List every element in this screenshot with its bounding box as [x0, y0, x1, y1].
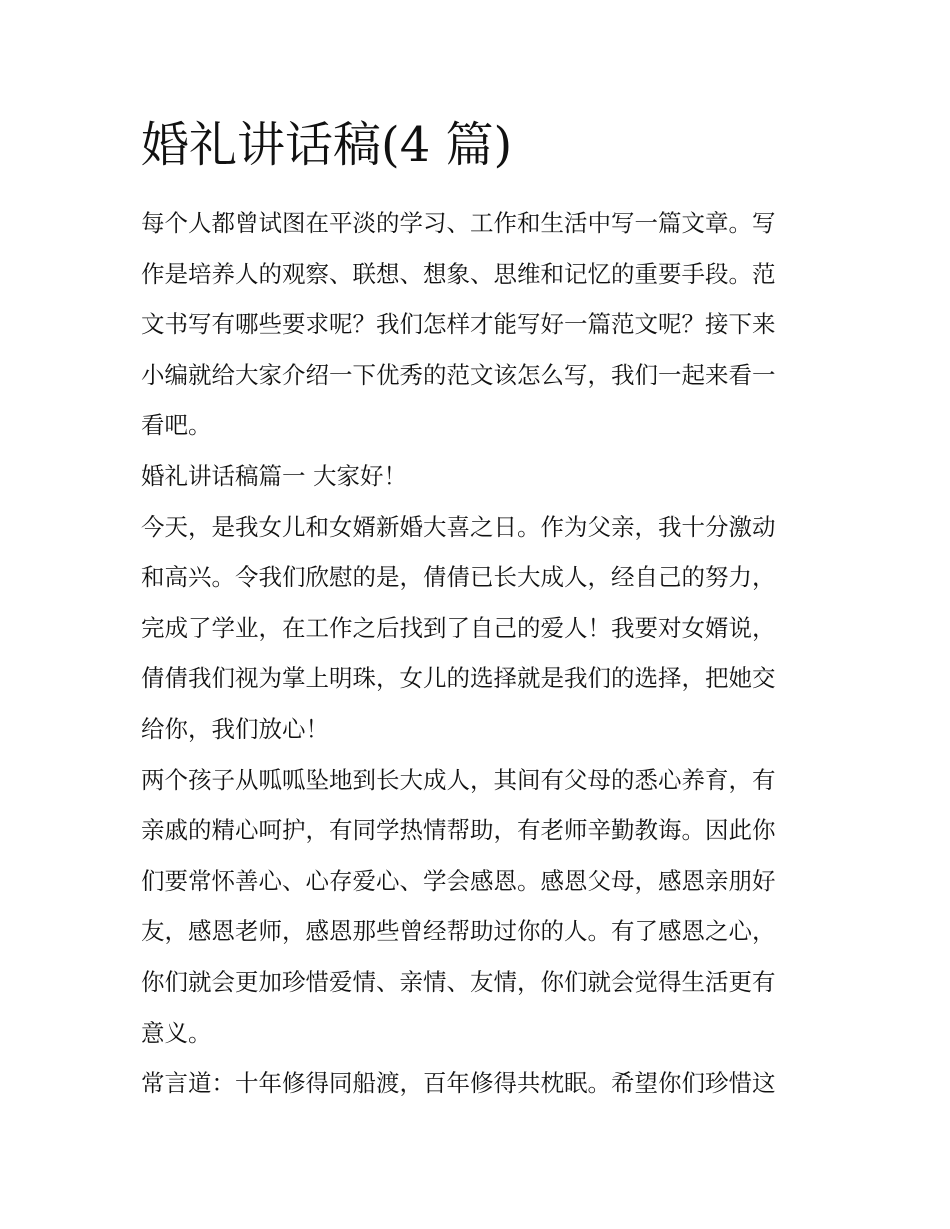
- section-heading: 婚礼讲话稿篇一 大家好！: [141, 461, 407, 490]
- text-line: 给你，我们放心！: [141, 714, 329, 743]
- text-line: 完成了学业，在工作之后找到了自己的爱人！我要对女婿说，: [141, 613, 776, 642]
- text-line: 友，感恩老师，感恩那些曾经帮助过你的人。有了感恩之心，: [141, 917, 776, 946]
- text-line: 看吧。: [141, 411, 212, 440]
- text-line: 文书写有哪些要求呢？我们怎样才能写好一篇范文呢？接下来: [141, 310, 776, 339]
- text-line: 意义。: [141, 1018, 212, 1047]
- document-body: [141, 198, 821, 1109]
- text-line: 亲戚的精心呵护，有同学热情帮助，有老师辛勤教诲。因此你: [141, 816, 776, 845]
- text-line: 两个孩子从呱呱坠地到长大成人，其间有父母的悉心养育，有: [141, 765, 776, 794]
- text-line: 作是培养人的观察、联想、想象、思维和记忆的重要手段。范: [141, 259, 776, 288]
- text-line: 每个人都曾试图在平淡的学习、工作和生活中写一篇文章。写: [141, 209, 776, 237]
- text-line: 小编就给大家介绍一下优秀的范文该怎么写，我们一起来看一: [141, 360, 776, 389]
- text-line: 今天，是我女儿和女婿新婚大喜之日。作为父亲，我十分激动: [141, 512, 776, 541]
- text-line: 你们就会更加珍惜爱情、亲情、友情，你们就会觉得生活更有: [141, 967, 776, 996]
- text-line: 常言道：十年修得同船渡，百年修得共枕眠。希望你们珍惜这: [141, 1069, 776, 1098]
- text-line: 和高兴。令我们欣慰的是，倩倩已长大成人，经自己的努力，: [141, 563, 776, 592]
- text-line: 倩倩我们视为掌上明珠，女儿的选择就是我们的选择，把她交: [141, 664, 776, 693]
- text-line: 们要常怀善心、心存爱心、学会感恩。感恩父母，感恩亲朋好: [141, 866, 776, 895]
- document-title: 婚礼讲话稿(4 篇): [141, 117, 513, 173]
